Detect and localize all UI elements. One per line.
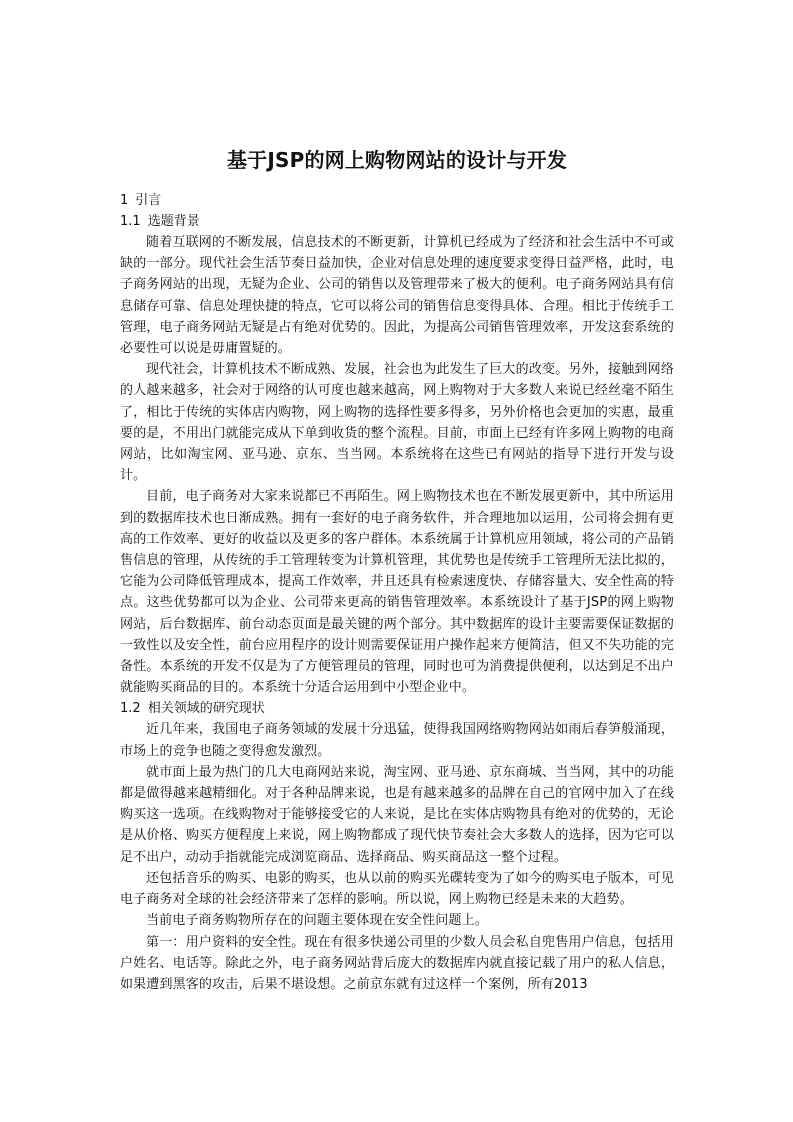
section-number: 1.1: [120, 214, 141, 229]
section-number: 1.2: [120, 701, 141, 717]
paragraph: 现代社会，计算机技术不断成熟、发展，社会也为此发生了巨大的改变。另外，接触到网络的人越来越多，社会对于网络的认可度也越来越高，网上购物对于大多数人来说已经丝毫不陌生了，相比于传统的实体店内购物，网上购物的选择性要多得多，另外价格也会更加的实惠，最重要的是，不用出门就能完成从下单到收货的整个流程。目前，市面上已经有许多网上购物的电商网站，比如淘宝网、亚马逊、京东、当当网。本系统将在这些已有网站的指导下进行开发与设计。: [120, 362, 674, 484]
section-heading-1-2: [120, 698, 674, 719]
section-title: 选题背景: [147, 214, 200, 229]
paragraph: 就市面上最为热门的几大电商网站来说，淘宝网、亚马逊、京东商城、当当网，其中的功能都是做得越来越精细化。对于各种品牌来说，也是有越来越多的品牌在自己的官网中加入了在线购买这一选项。在线购物对于能够接受它的人来说，是比在实体店购物具有绝对的优势的，无论是从价格、购买方便程度上来说，网上购物都成了现代快节奏社会大多数人的选择，因为它可以足不出户，动动手指就能完成浏览商品、选择商品、购买商品这一整个过程。: [120, 764, 674, 865]
section-title: 相关领域的研究现状: [147, 701, 265, 717]
paragraph: 近几年来，我国电子商务领域的发展十分迅猛，使得我国网络购物网站如雨后春笋般涌现，市场上的竞争也随之变得愈发激烈。: [120, 722, 674, 759]
section-heading-1: [120, 190, 674, 211]
paragraph: 当前电子商务购物所存在的问题主要体现在安全性问题上。: [146, 913, 488, 929]
document-title: 基于JSP的网上购物网站的设计与开发: [226, 148, 568, 172]
section-heading-1-1: [120, 211, 674, 232]
paragraph: 随着互联网的不断发展，信息技术的不断更新，计算机已经成为了经济和社会生活中不可或缺的一部分。现代社会生活节奏日益加快，企业对信息处理的速度要求变得日益严格，此时，电子商务网站的出现，无疑为企业、公司的销售以及管理带来了极大的便利。电子商务网站具有信息储存可靠、信息处理快捷的特点，它可以将公司的销售信息变得具体、合理。相比于传统手工管理，电子商务网站无疑是占有绝对优势的。因此，为提高公司销售管理效率，开发这套系统的必要性可以说是毋庸置疑的。: [120, 235, 674, 357]
document-body: [120, 148, 674, 995]
paragraph: 第一：用户资料的安全性。现在有很多快递公司里的少数人员会私自兜售用户信息，包括用户姓名、电话等。除此之外，电子商务网站背后庞大的数据库内就直接记载了用户的私人信息，如果遭到黑客的攻击，后果不堪设想。之前京东就有过这样一个案例，所有2013: [120, 934, 674, 992]
paragraph: 目前，电子商务对大家来说都已不再陌生。网上购物技术也在不断发展更新中，其中所运用到的数据库技术也日渐成熟。拥有一套好的电子商务软件，并合理地加以运用，公司将会拥有更高的工作效率、更好的收益以及更多的客户群体。本系统属于计算机应用领域，将公司的产品销售信息的管理，从传统的手工管理转变为计算机管理，其优势也是传统手工管理所无法比拟的，它能为公司降低管理成本，提高工作效率，并且还具有检索速度快、存储容量大、安全性高的特点。这些优势都可以为企业、公司带来更高的销售管理效率。本系统设计了基于JSP的网上购物网站，后台数据库、前台动态页面是最关键的两个部分。其中数据库的设计主要需要保证数据的一致性以及安全性，前台应用程序的设计则需要保证用户操作起来方便简洁，但又不失功能的完备性。本系统的开发不仅是为了方便管理员的管理，同时也可为消费提供便利，以达到足不出户就能购买商品的目的。本系统十分适合运用到中小型企业中。: [120, 489, 674, 696]
section-number: 1: [120, 193, 129, 208]
section-title: 引言: [135, 193, 162, 208]
paragraph: 还包括音乐的购买、电影的购买，也从以前的购买光碟转变为了如今的购买电子版本，可见电子商务对全球的社会经济带来了怎样的影响。所以说，网上购物已经是未来的大趋势。: [120, 870, 674, 908]
